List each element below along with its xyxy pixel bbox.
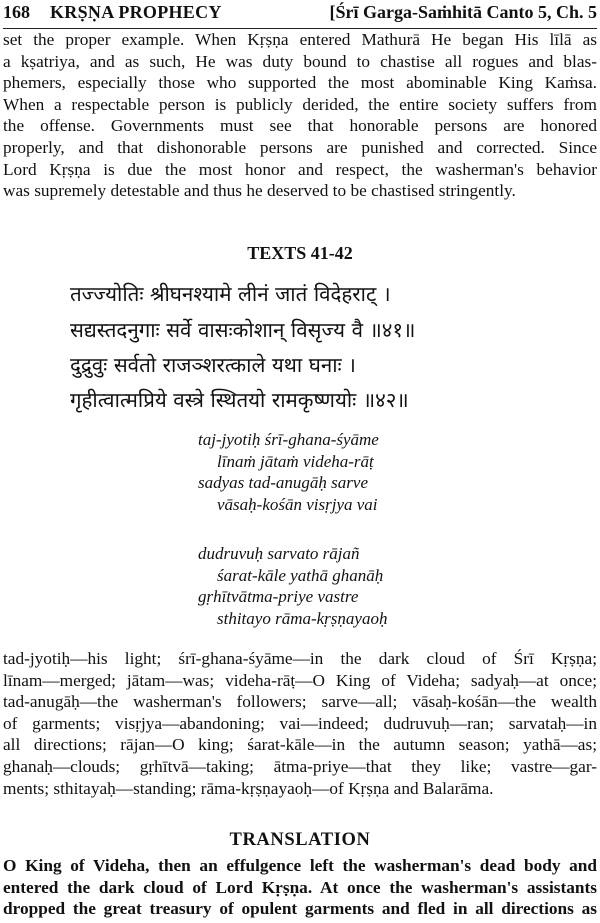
purport-line: the offense. Governments must see that honorable persons are honored [3,116,597,136]
synonyms-line: ments; sthitayaḥ—standing; rāma-kṛṣṇayaoḥ—of Kṛṣṇa and Balarāma. [3,778,494,798]
synonyms-line: tad-anugāḥ—the washerman's followers; sarve—all; vāsaḥ-kośān—the wealth [3,692,597,712]
purport-paragraph [3,29,597,202]
sanskrit-verse-line: गृहीत्वात्मप्रिये वस्त्रे स्थितयो रामकृष्णयोः ॥४२॥ [70,388,409,412]
purport-line: When a respectable person is publicly derided, the entire society suffers from [3,94,597,114]
sanskrit-verse-line: तज्ज्योतिः श्रीघनश्यामे लीनं जातं विदेहराट् । [70,282,391,306]
translation-line: dropped the great treasury of opulent garments and fled in all directions as [3,899,597,919]
synonyms-line: all directions; rājan—O king; śarat-kāle—in the autumn season; yathā—as; [3,735,597,755]
purport-line: phemers, especially those who supported the most abominable King Kaṁsa. [3,73,597,93]
synonyms-line: tad-jyotiḥ—his light; śrī-ghana-śyāme—in the dark cloud of Śrī Kṛṣṇa; [3,649,597,668]
texts-heading: TEXTS 41-42 [247,243,353,263]
synonyms-paragraph [3,648,597,799]
transliteration-line: gṛhītvātma-priye vastre [198,587,359,606]
translation-paragraph [3,855,597,920]
page-number: 168 [3,2,30,22]
translation-line: entered the dark cloud of Lord Kṛṣṇa. At once the washerman's assistants [3,877,597,897]
book-title: KRṢṆA PROPHECY [50,2,222,22]
synonyms-line: of garments; visṛjya—abandoning; vai—indeed; dudruvuḥ—ran; sarvataḥ—in [3,713,597,733]
purport-line: a kṣatriya, and as such, He was duty bound to chastise all rogues and blas- [3,51,597,71]
purport-line: Lord Kṛṣṇa is due the most honor and respect, the washerman's behavior [3,159,597,179]
transliteration-block [198,429,578,515]
sanskrit-verse-line: सद्यस्तदनुगाः सर्वे वासःकोशान् विसृज्य वै ॥४१॥ [70,318,416,342]
running-header [3,0,597,24]
transliteration-line: vāsaḥ-kośān visṛjya vai [217,494,378,514]
transliteration-line: līnaṁ jātaṁ videha-rāṭ [217,451,374,471]
purport-line: set the proper example. When Kṛṣṇa entered Mathurā He began His līlā as [3,30,597,49]
chapter-reference: [Śrī Garga-Saṁhitā Canto 5, Ch. 5 [329,2,597,22]
transliteration-line: sadyas tad-anugāḥ sarve [198,473,368,492]
translation-heading: TRANSLATION [229,830,371,850]
translation-line: O King of Videha, then an effulgence left the washerman's dead body and [3,856,597,875]
purport-line: properly, and that dishonorable persons are punished and corrected. Since [3,137,597,157]
synonyms-line: ghanaḥ—clouds; gṛhītvā—taking; ātma-priye—that they like; vastre—gar- [3,756,597,776]
transliteration-line: śarat-kāle yathā ghanāḥ [217,565,384,585]
synonyms-line: līnam—merged; jātam—was; videha-rāṭ—O King of Videha; sadyaḥ—at once; [3,670,597,690]
transliteration-line: taj-jyotiḥ śrī-ghana-śyāme [198,430,379,449]
sanskrit-verse-line: दुद्रुवुः सर्वतो राजञ्शरत्काले यथा घनाः । [70,353,356,377]
transliteration-block [198,543,578,629]
transliteration-line: dudruvuḥ sarvato rājañ [198,544,360,563]
transliteration-line: sthitayo rāma-kṛṣṇayaoḥ [217,608,388,628]
purport-line: was supremely detestable and thus he deserved to be chastised stringently. [3,181,516,201]
